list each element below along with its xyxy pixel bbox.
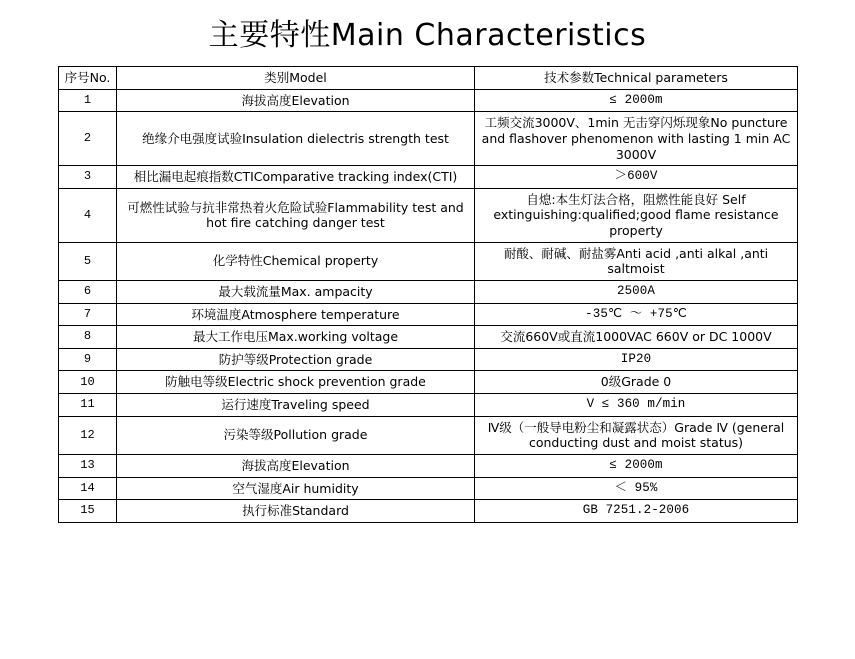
row-model: 最大载流量Max. ampacity (117, 280, 475, 303)
row-number: 4 (59, 188, 117, 242)
row-model: 污染等级Pollution grade (117, 416, 475, 454)
specifications-table-container (0, 66, 855, 523)
row-number: 11 (59, 394, 117, 417)
table-row (59, 188, 798, 242)
row-parameters: ＜ 95% (475, 477, 798, 500)
row-model: 环境温度Atmosphere temperature (117, 303, 475, 326)
row-parameters: ≤ 2000m (475, 89, 798, 112)
row-parameters: 0级Grade 0 (475, 371, 798, 394)
row-number: 12 (59, 416, 117, 454)
table-row (59, 242, 798, 280)
row-parameters: 2500A (475, 280, 798, 303)
table-header-row (59, 67, 798, 90)
column-header-parameters: 技术参数Technical parameters (475, 67, 798, 90)
row-parameters: 耐酸、耐碱、耐盐雾Anti acid ,anti alkal ,anti saltmoist (475, 242, 798, 280)
row-model: 化学特性Chemical property (117, 242, 475, 280)
page-title: 主要特性Main Characteristics (208, 18, 647, 53)
row-parameters: V ≤ 360 m/min (475, 394, 798, 417)
row-number: 2 (59, 112, 117, 166)
document-page (0, 18, 855, 659)
row-number: 6 (59, 280, 117, 303)
row-model: 执行标准Standard (117, 500, 475, 523)
row-number: 8 (59, 326, 117, 349)
row-number: 10 (59, 371, 117, 394)
row-parameters: GB 7251.2-2006 (475, 500, 798, 523)
row-number: 5 (59, 242, 117, 280)
row-parameters: Ⅳ级（一般导电粉尘和凝露状态）Grade Ⅳ (general conducting dust and moist status) (475, 416, 798, 454)
table-row (59, 348, 798, 371)
row-number: 14 (59, 477, 117, 500)
row-number: 15 (59, 500, 117, 523)
specifications-table (58, 66, 798, 523)
row-model: 相比漏电起痕指数CTIComparative tracking index(CTI) (117, 166, 475, 189)
row-parameters: -35℃ ～ +75℃ (475, 303, 798, 326)
row-number: 9 (59, 348, 117, 371)
row-parameters: ＞600V (475, 166, 798, 189)
table-row (59, 112, 798, 166)
table-row (59, 477, 798, 500)
column-header-no: 序号No. (59, 67, 117, 90)
row-model: 防触电等级Electric shock prevention grade (117, 371, 475, 394)
row-model: 海拔高度Elevation (117, 454, 475, 477)
row-model: 可燃性试验与抗非常热着火危险试验Flammability test and hot fire catching danger test (117, 188, 475, 242)
table-row (59, 166, 798, 189)
table-row (59, 303, 798, 326)
row-parameters: ≤ 2000m (475, 454, 798, 477)
row-number: 13 (59, 454, 117, 477)
row-model: 最大工作电压Max.working voltage (117, 326, 475, 349)
table-row (59, 394, 798, 417)
row-model: 绝缘介电强度试验Insulation dielectris strength test (117, 112, 475, 166)
table-row (59, 326, 798, 349)
row-model: 防护等级Protection grade (117, 348, 475, 371)
row-number: 3 (59, 166, 117, 189)
row-parameters: 交流660V或直流1000VAC 660V or DC 1000V (475, 326, 798, 349)
row-model: 运行速度Traveling speed (117, 394, 475, 417)
table-row (59, 454, 798, 477)
row-number: 1 (59, 89, 117, 112)
row-model: 空气湿度Air humidity (117, 477, 475, 500)
row-parameters: 工频交流3000V、1min 无击穿闪烁现象No puncture and flashover phenomenon with lasting 1 min AC 3000V (475, 112, 798, 166)
row-parameters: 自熄:本生灯法合格，阻燃性能良好 Self extinguishing:qualified;good flame resistance property (475, 188, 798, 242)
table-row (59, 416, 798, 454)
table-row (59, 371, 798, 394)
column-header-model: 类别Model (117, 67, 475, 90)
row-parameters: IP20 (475, 348, 798, 371)
row-model: 海拔高度Elevation (117, 89, 475, 112)
table-row (59, 500, 798, 523)
table-row (59, 89, 798, 112)
table-row (59, 280, 798, 303)
row-number: 7 (59, 303, 117, 326)
